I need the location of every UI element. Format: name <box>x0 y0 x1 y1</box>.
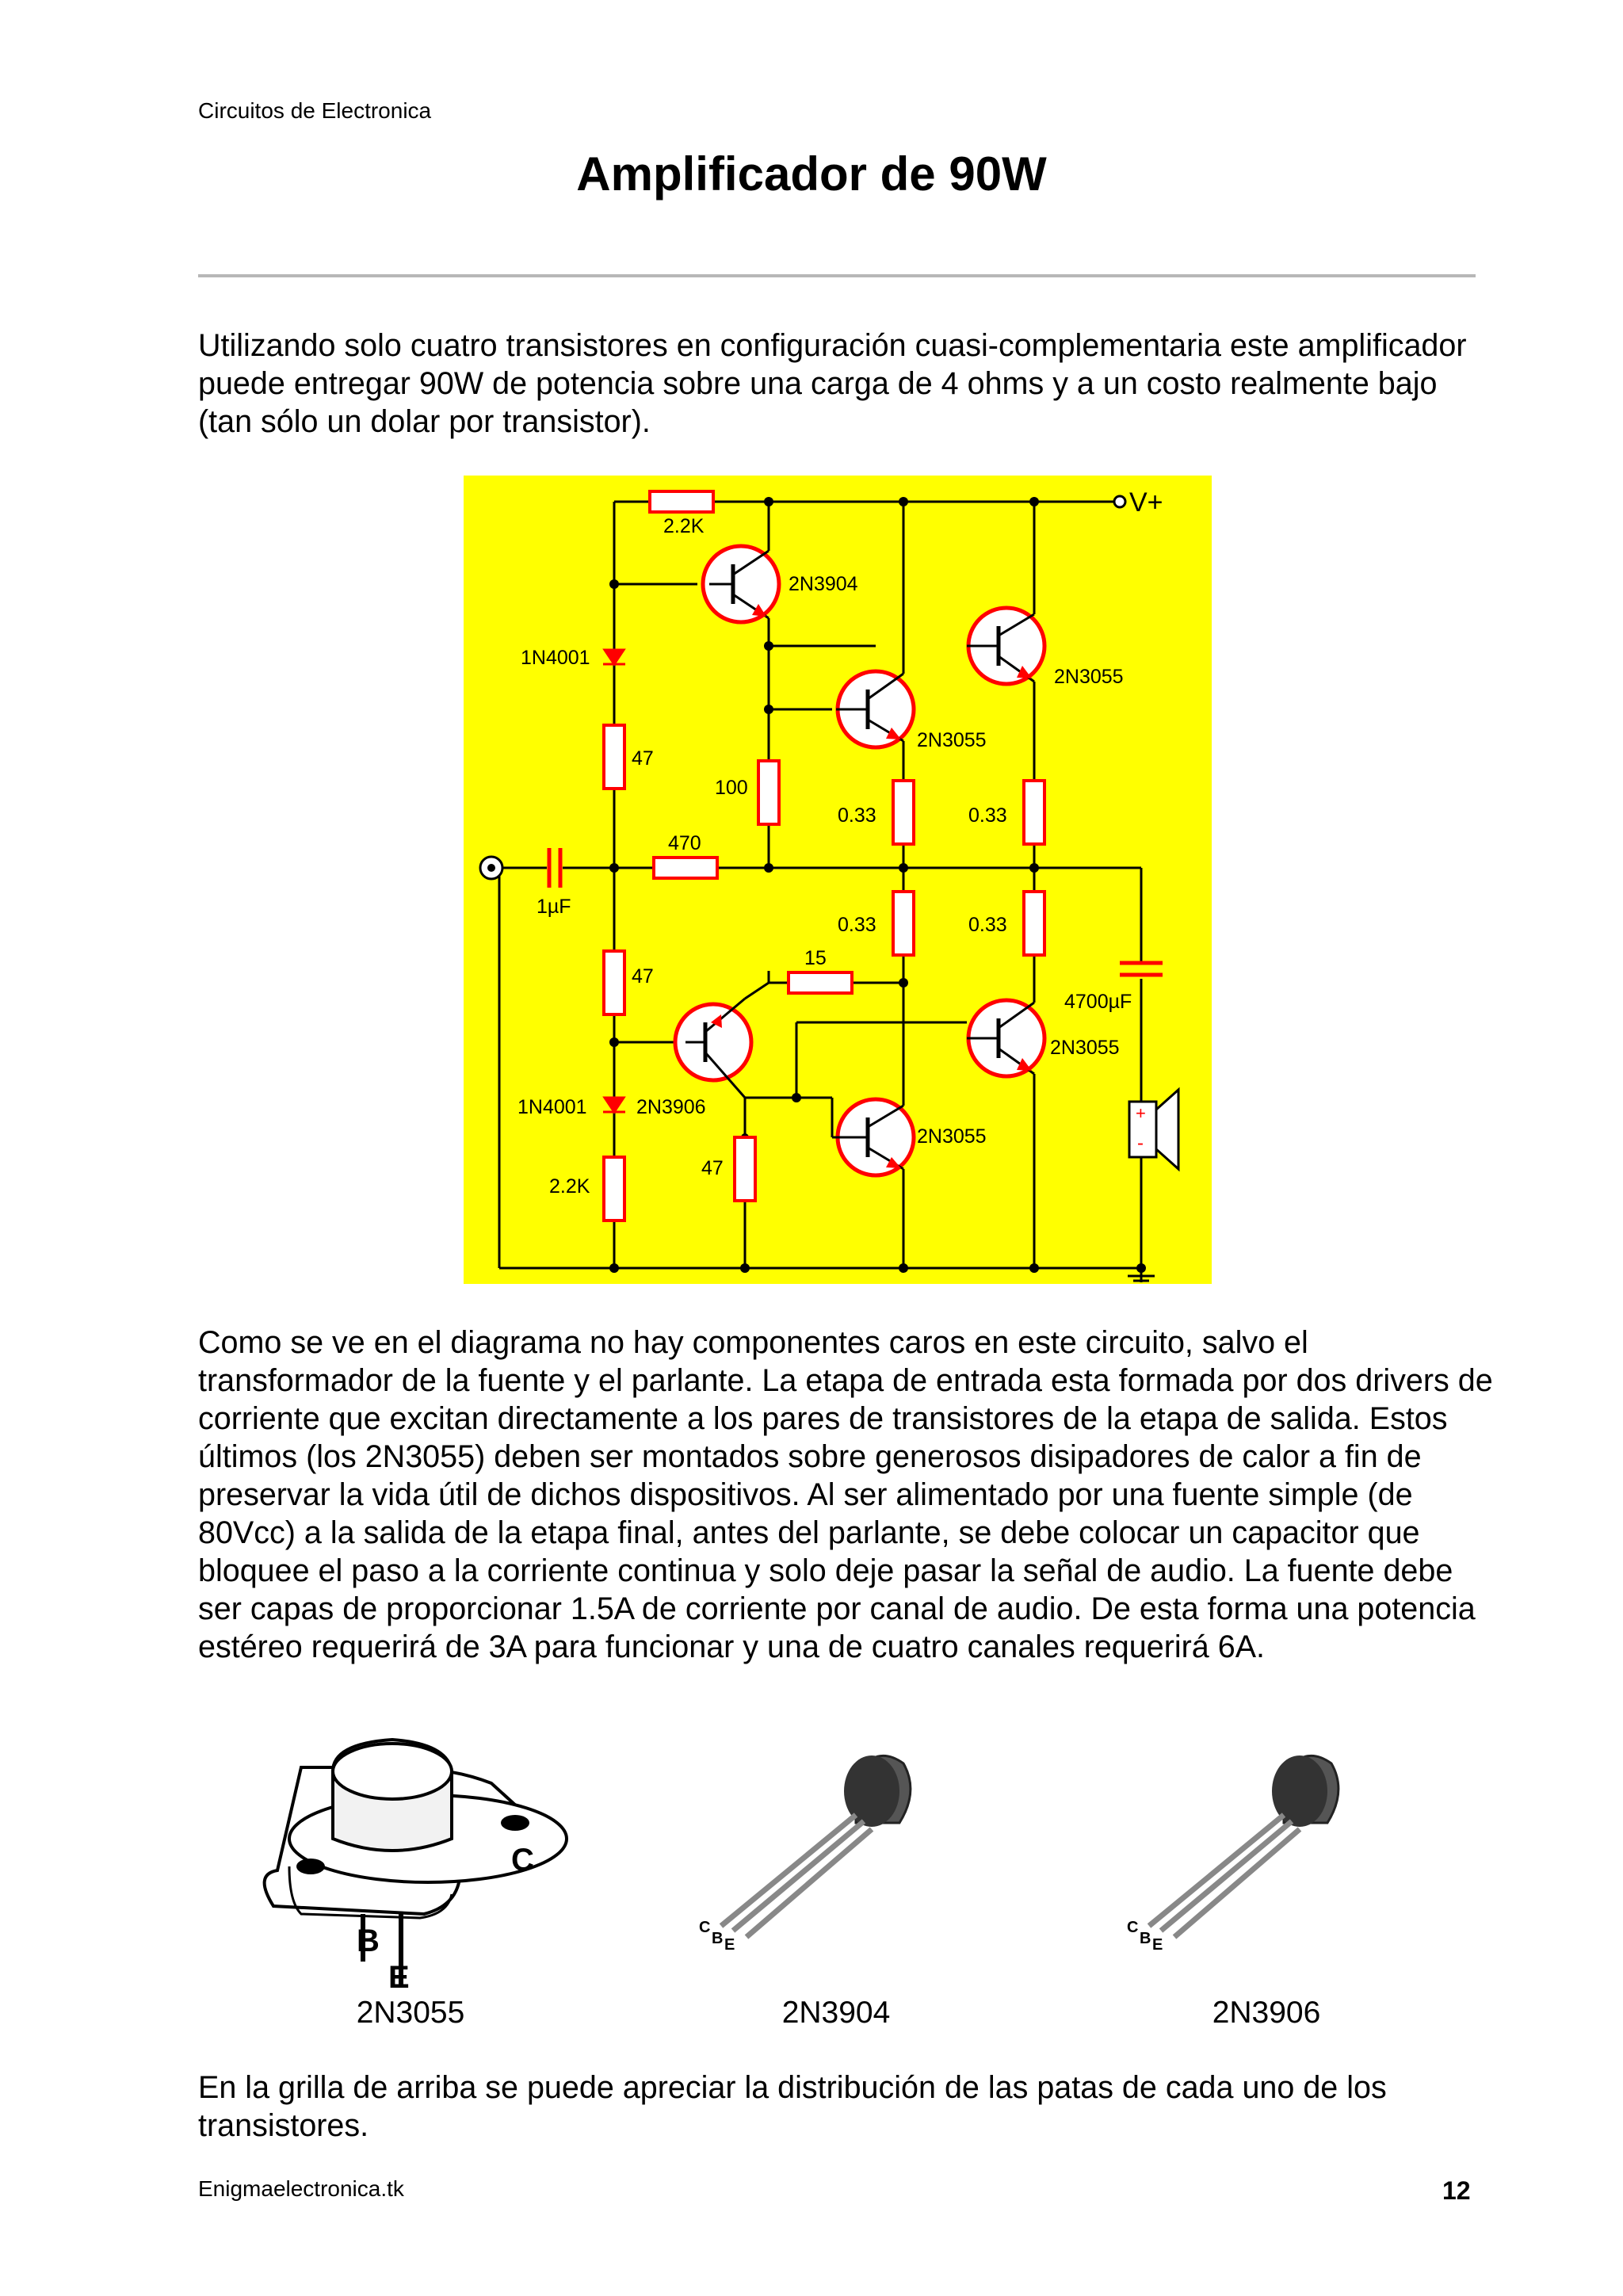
transistor-q1 <box>703 546 779 622</box>
page-title: Amplificador de 90W <box>576 147 1047 201</box>
label-q4: 2N3055 <box>1050 1037 1120 1059</box>
vplus-label: V+ <box>1129 487 1163 518</box>
resistor-47-lower <box>604 951 624 1014</box>
vplus-terminal <box>1114 496 1125 507</box>
footer-site: Enigmaelectronica.tk <box>198 2176 404 2201</box>
amplifier-schematic <box>464 476 1212 1284</box>
resistor-100 <box>758 761 779 824</box>
label-d2: 1N4001 <box>517 1096 587 1118</box>
label-q3: 2N3055 <box>1054 666 1124 688</box>
intro-paragraph: Utilizando solo cuatro transistores en configuración cuasi-complementaria este amplificador puede entregar 90W de potencia sobre una carga de 4 ohms y a un costo realmente bajo (tan sólo un dolar por transistor). <box>198 328 1467 439</box>
label-r-bot: 2.2K <box>549 1175 590 1198</box>
resistor-2k2-bottom <box>604 1157 624 1221</box>
resistor-2k2-top <box>650 491 713 512</box>
transistor-pinouts <box>254 1736 1426 1989</box>
speaker-plus: + <box>1136 1103 1146 1123</box>
resistor-033-a <box>893 781 914 844</box>
label-r-top: 2.2K <box>663 515 705 537</box>
label-r47c: 47 <box>701 1157 724 1179</box>
transistor-q3 <box>967 608 1044 684</box>
label-r033b: 0.33 <box>968 804 1007 827</box>
closing-paragraph: En la grilla de arriba se puede apreciar la distribución de las patas de cada uno de los transistores. <box>198 2070 1387 2143</box>
speaker-minus: - <box>1137 1133 1144 1154</box>
to92-package-icon-2 <box>1149 1755 1338 1937</box>
label-r470: 470 <box>668 832 701 854</box>
running-header: Circuitos de Electronica <box>198 98 432 123</box>
transistor-label-2n3055: 2N3055 <box>356 1996 465 2030</box>
page-number: 12 <box>1442 2176 1471 2205</box>
to92-1-pin-c: C <box>699 1919 711 1936</box>
to92-1-pin-e: E <box>724 1936 735 1954</box>
body-paragraph: Como se ve en el diagrama no hay componentes caros en este circuito, salvo el transformador de la fuente y el parlante. La etapa de entrada esta formada por dos drivers de corriente que excitan directamente a los pares de transistores de la etapa de salida. Estos últimos (los 2N3055) deben ser montados sobre generosos disipadores de calor a fin de preservar la vida útil de dichos dispositivos. Al ser alimentado por una fuente simple (de 80Vcc) a la salida de la etapa final, antes del parlante, se debe colocar un capacitor que bloquee el paso a la corriente continua y solo deje pasar la señal de audio. La fuente debe ser capas de proporcionar 1.5A de corriente por canal de audio. De esta forma una potencia estéreo requerirá de 3A para funcionar y una de cuatro canales requerirá 6A. <box>198 1325 1493 1664</box>
resistor-033-b <box>1024 781 1044 844</box>
label-q6: 2N3055 <box>917 1125 987 1148</box>
label-r47a: 47 <box>632 747 654 770</box>
to92-2-pin-e: E <box>1152 1936 1163 1954</box>
resistor-033-d <box>1024 892 1044 955</box>
transistor-label-2n3904: 2N3904 <box>781 1996 891 2030</box>
resistor-033-c <box>893 892 914 955</box>
to3-pin-b: B <box>357 1924 380 1958</box>
label-r033a: 0.33 <box>838 804 876 827</box>
label-cout: 4700µF <box>1064 991 1132 1013</box>
label-r100: 100 <box>715 777 748 799</box>
label-r033c: 0.33 <box>838 914 876 936</box>
resistor-47-upper <box>604 725 624 789</box>
label-q1: 2N3904 <box>789 573 858 595</box>
resistor-470 <box>654 858 717 878</box>
to92-package-icon-1 <box>721 1755 911 1937</box>
to3-pin-c: C <box>511 1843 534 1878</box>
resistor-47-bottom <box>735 1137 755 1201</box>
to92-1-pin-b: B <box>712 1930 724 1947</box>
title-divider <box>198 274 1476 277</box>
label-r47b: 47 <box>632 965 654 988</box>
label-cin: 1µF <box>537 896 571 918</box>
to3-pin-e: E <box>388 1960 410 1989</box>
resistor-15 <box>789 972 852 993</box>
transistor-q4 <box>967 1000 1044 1076</box>
label-r15: 15 <box>804 947 827 969</box>
schematic-background <box>464 476 1212 1284</box>
label-q5: 2N3906 <box>636 1096 706 1118</box>
transistor-label-2n3906: 2N3906 <box>1212 1996 1321 2030</box>
label-q2: 2N3055 <box>917 729 987 751</box>
to92-2-pin-b: B <box>1140 1930 1151 1947</box>
transistor-q2 <box>836 671 914 747</box>
label-r033d: 0.33 <box>968 914 1007 936</box>
to92-2-pin-c: C <box>1127 1919 1139 1936</box>
speaker-icon <box>1129 1090 1178 1169</box>
label-d1: 1N4001 <box>521 647 590 669</box>
